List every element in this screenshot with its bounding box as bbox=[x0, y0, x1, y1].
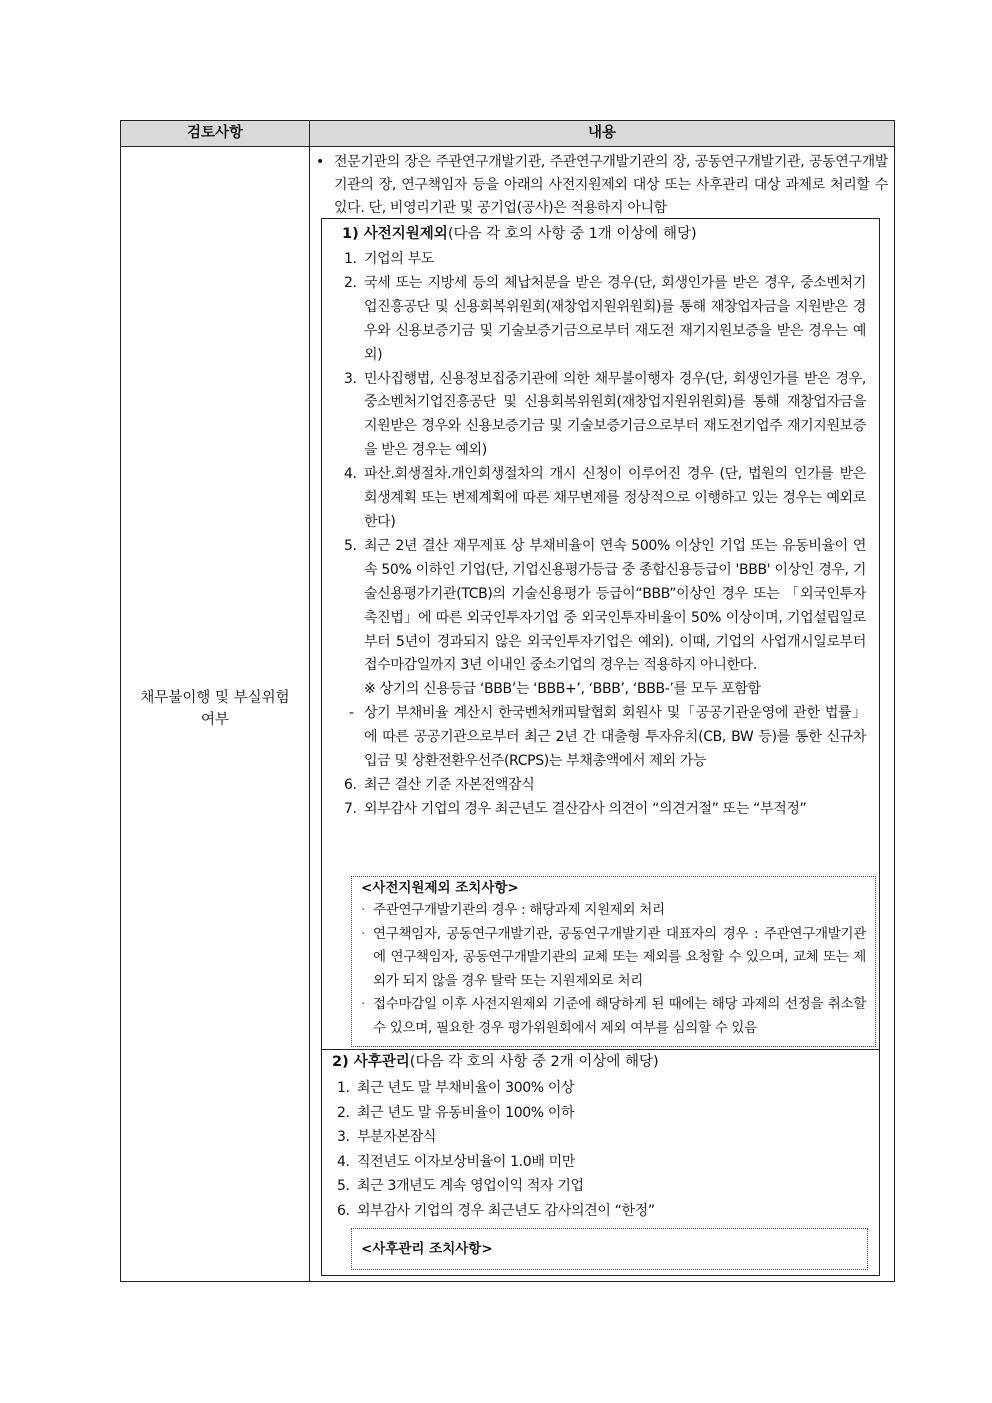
list-item: 6. 외부감사 기업의 경우 최근년도 감사의견이 “한정” bbox=[337, 1202, 655, 1219]
post-management-title bbox=[332, 1050, 872, 1074]
measure-item: · 연구책임자, 공동연구개발기관, 공동연구개발기관 대표자의 경우 : 주관연구개발기관에 연구책임자, 공동연구개발기관의 교체 또는 제외를 요청할 수 있으며, 교체 또는 제외가 되지 않을 경우 탈락 또는 지원제외로 처리 bbox=[361, 925, 866, 989]
pre-exclusion-title-bold: 1) 사전지원제외 bbox=[342, 226, 448, 242]
list-item: 2. 최근 년도 말 유동비율이 100% 이하 bbox=[337, 1104, 575, 1121]
table-header-row bbox=[121, 121, 894, 147]
list-item: 1. 기업의 부도 bbox=[344, 251, 434, 267]
debt-ratio-note: - 상기 부채비율 계산시 한국벤처캐피탈협회 회원사 및「공공기관운영에 관한 법률」에 따른 공공기관으로부터 최근 2년 간 대출형 투자유치(CB, BW 등)를 통한 신규차입금 및 상환전환우선주(RCPS)는 부채총액에서 제외 가능 bbox=[349, 705, 866, 770]
post-management-box bbox=[321, 1050, 880, 1276]
list-item: 4. 직전년도 이자보상비율이 1.0배 미만 bbox=[337, 1153, 575, 1170]
column-divider bbox=[309, 121, 310, 1281]
post-management-measures-title: <사후관리 조치사항> bbox=[361, 1241, 493, 1257]
bullet-mark: • bbox=[316, 154, 325, 170]
header-content: 내용 bbox=[587, 125, 616, 141]
review-table bbox=[120, 120, 895, 1282]
list-item: 2. 국세 또는 지방세 등의 체납처분을 받은 경우(단, 회생인가를 받은 경우, 중소벤처기업진흥공단 및 신용회복위원회(재창업지원위원회)를 통해 재창업자금을 지원받은 경우와 신용보증기금 및 기술보증기금으로부터 재도전 재기지원보증을 받은 경우는 예외) bbox=[344, 274, 866, 363]
intro-bullet bbox=[316, 151, 888, 220]
pre-exclusion-list bbox=[344, 248, 866, 822]
row-label-line2: 여부 bbox=[200, 712, 229, 728]
pre-exclusion-measures-title: <사전지원제외 조치사항> bbox=[361, 880, 519, 896]
pre-exclusion-title bbox=[342, 222, 872, 246]
reference-note: ※ 상기의 신용등급 ‘BBB’는 ‘BBB+’, ‘BBB’, ‘BBB-’를 모두 포함함 bbox=[364, 681, 761, 698]
list-item: 3. 민사집행법, 신용정보집중기관에 의한 채무불이행자 경우(단, 회생인가를 받은 경우, 중소벤처기업진흥공단 및 신용회복위원회(재창업지원위원회)를 통해 재창업자금을 지원받은 경우와 신용보증기금 및 기술보증기금으로부터 재도전기업주 재기지원보증을 받은 경우는 예외) bbox=[344, 370, 866, 459]
list-item: 7. 외부감사 기업의 경우 최근년도 결산감사 의견이 “의견거절” 또는 “부적정” bbox=[344, 800, 807, 817]
list-item: 5. 최근 3개년도 계속 영업이익 적자 기업 bbox=[337, 1178, 584, 1194]
post-management-list bbox=[337, 1076, 867, 1223]
list-item: 4. 파산.회생절차.개인회생절차의 개시 신청이 이루어진 경우 (단, 법원의 인가를 받은 회생계획 또는 변제계획에 따른 채무변제를 정상적으로 이행하고 있는 경우는 예외로 한다) bbox=[344, 466, 866, 530]
row-label-line1: 채무불이행 및 부실위험 bbox=[140, 690, 290, 706]
pre-exclusion-measures-box bbox=[351, 876, 876, 1047]
intro-text: 전문기관의 장은 주관연구개발기관, 주관연구개발기관의 장, 공동연구개발기관, 공동연구개발기관의 장, 연구책임자 등을 아래의 사전지원제외 대상 또는 사후관리 대상 과제로 처리할 수 있다. 단, 비영리기관 및 공기업(공사)은 적용하지 아니함 bbox=[334, 154, 888, 216]
row-label bbox=[121, 687, 309, 731]
post-management-measures-box bbox=[351, 1228, 868, 1270]
pre-exclusion-title-rest: (다음 각 호의 사항 중 1개 이상에 해당) bbox=[447, 226, 697, 242]
post-management-title-bold: 2) 사후관리 bbox=[332, 1054, 410, 1070]
measure-item: · 접수마감일 이후 사전지원제외 기준에 해당하게 된 때에는 해당 과제의 선정을 취소할 수 있으며, 필요한 경우 평가위원회에서 제외 여부를 심의할 수 있음 bbox=[361, 996, 866, 1036]
measure-item: · 주관연구개발기관의 경우 : 해당과제 지원제외 처리 bbox=[361, 902, 665, 918]
pre-exclusion-box bbox=[321, 218, 880, 1050]
post-management-title-rest: (다음 각 호의 사항 중 2개 이상에 해당) bbox=[409, 1054, 659, 1070]
header-review-items: 검토사항 bbox=[186, 125, 244, 141]
list-item: 6. 최근 결산 기준 자본전액잠식 bbox=[344, 776, 535, 793]
list-item: 1. 최근 년도 말 부채비율이 300% 이상 bbox=[337, 1080, 575, 1096]
list-item: 3. 부분자본잠식 bbox=[337, 1129, 437, 1145]
list-item: 5. 최근 2년 결산 재무제표 상 부채비율이 연속 500% 이상인 기업 또는 유동비율이 연속 50% 이하인 기업(단, 기업신용평가등급 중 종합신용등급이 'BBB' 이상인 경우, 기술신용평가기관(TCB)의 기술신용평가 등급이“BBB”이상인 경우 또는 「외국인투자 촉진법」에 따른 외국인투자기업 중 외국인투자비율이 50% 이상이며, 기업설립일로부터 5년이 경과되지 않은 외국인투자기업은 예외). 이때, 기업의 사업개시일로부터 접수마감일까지 3년 이내인 중소기업의 경우는 적용하지 아니한다. bbox=[344, 537, 866, 674]
